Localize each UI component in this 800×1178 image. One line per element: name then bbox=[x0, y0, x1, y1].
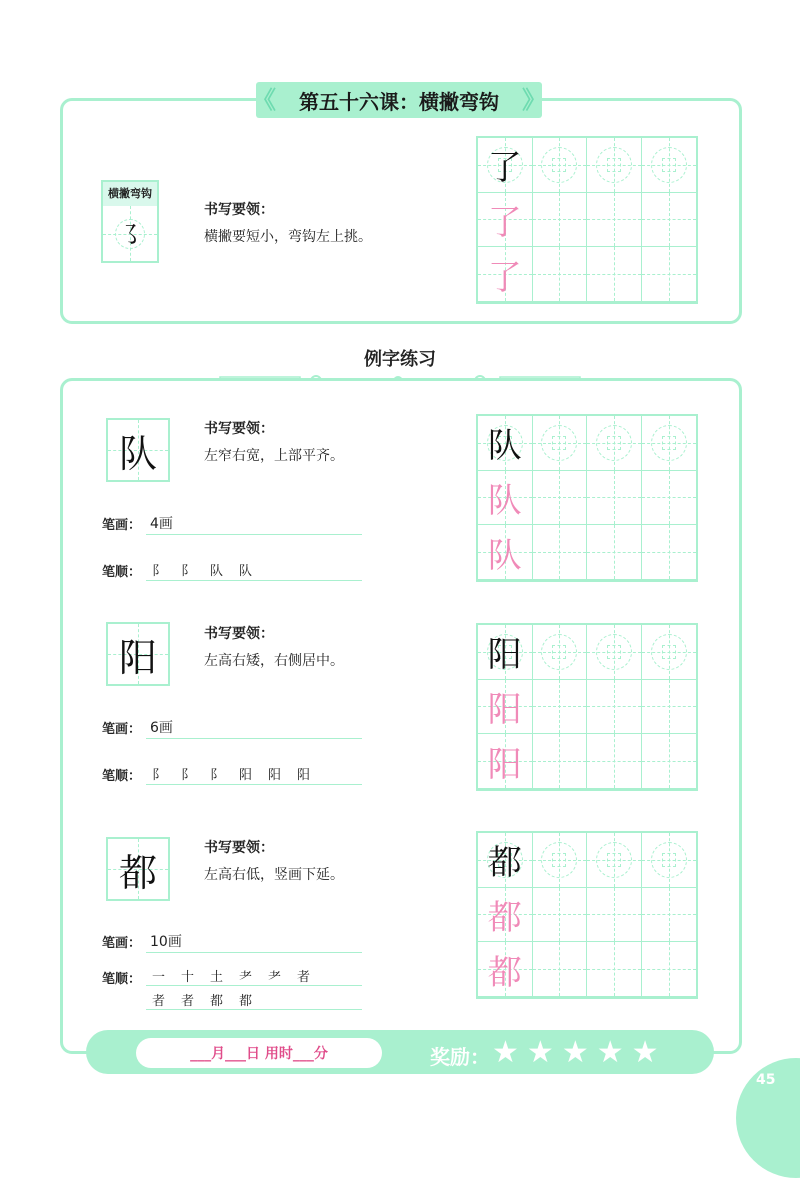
stroke-order-label: 笔顺： bbox=[102, 972, 142, 987]
trace-char: 了 bbox=[487, 257, 522, 298]
grid-cell bbox=[587, 680, 642, 735]
grid-cell bbox=[533, 734, 588, 789]
stroke-step: 阝 bbox=[210, 768, 224, 783]
grid-cell bbox=[642, 471, 697, 526]
grid-cell bbox=[642, 625, 697, 680]
example-char: 阳 bbox=[118, 635, 157, 680]
stroke-step: 一 bbox=[152, 970, 166, 985]
stroke-count-label: 笔画： bbox=[102, 722, 142, 737]
grid-cell bbox=[478, 193, 533, 248]
trace-char: 都 bbox=[487, 952, 522, 993]
tip-text: 左窄右宽，上部平齐。 bbox=[204, 448, 344, 464]
stroke-step: 阝 bbox=[181, 564, 195, 579]
lesson-title-banner bbox=[252, 82, 546, 118]
grid-cell bbox=[642, 888, 697, 943]
trace-char: 阳 bbox=[487, 744, 522, 785]
stroke-step: 阝 bbox=[181, 768, 195, 783]
grid-cell bbox=[533, 247, 588, 302]
stroke-count: 6画 bbox=[150, 720, 173, 736]
grid-cell bbox=[587, 471, 642, 526]
grid-cell bbox=[587, 833, 642, 888]
grid-cell bbox=[587, 525, 642, 580]
stroke-step: ⻖ bbox=[152, 768, 166, 783]
grid-cell bbox=[642, 833, 697, 888]
grid-cell bbox=[642, 247, 697, 302]
grid-cell bbox=[642, 416, 697, 471]
section-title: 例字练习 bbox=[364, 349, 436, 370]
stroke-name: 横撇弯钩 bbox=[103, 182, 157, 206]
stroke-step: 耂 bbox=[239, 970, 253, 985]
trace-char: 阳 bbox=[487, 689, 522, 730]
stroke-step: 阳 bbox=[239, 768, 253, 783]
grid-cell bbox=[642, 734, 697, 789]
lesson-practice-grid bbox=[476, 136, 698, 304]
star-icon[interactable]: ★ bbox=[526, 1035, 554, 1070]
grid-cell bbox=[478, 247, 533, 302]
grid-cell bbox=[478, 734, 533, 789]
stroke-step: 队 bbox=[239, 564, 253, 579]
trace-char: 队 bbox=[487, 535, 522, 576]
grid-cell bbox=[642, 680, 697, 735]
grid-cell bbox=[478, 888, 533, 943]
stroke-count: 4画 bbox=[150, 516, 173, 532]
grid-cell bbox=[478, 138, 533, 193]
grid-cell bbox=[642, 138, 697, 193]
trace-char: 队 bbox=[487, 480, 522, 521]
stroke-order-label: 笔顺： bbox=[102, 565, 142, 580]
chevron-left-icon: 《 bbox=[252, 86, 276, 114]
grid-cell bbox=[478, 416, 533, 471]
example-char: 都 bbox=[118, 850, 157, 895]
stroke-step: 者 bbox=[297, 970, 311, 985]
example-char-box bbox=[106, 418, 170, 482]
lesson-tip-title: 书写要领： bbox=[204, 202, 274, 218]
trace-char: 都 bbox=[487, 897, 522, 938]
practice-grid bbox=[476, 831, 698, 999]
example-char-box bbox=[106, 837, 170, 901]
stroke-step: 阳 bbox=[268, 768, 282, 783]
grid-cell bbox=[478, 833, 533, 888]
practice-grid bbox=[476, 623, 698, 791]
stroke-step: 十 bbox=[181, 970, 195, 985]
grid-cell bbox=[587, 888, 642, 943]
grid-cell bbox=[587, 193, 642, 248]
grid-cell bbox=[533, 416, 588, 471]
grid-cell bbox=[533, 525, 588, 580]
stroke-order-label: 笔顺： bbox=[102, 769, 142, 784]
reward-stars bbox=[492, 1036, 659, 1070]
stroke-card bbox=[101, 180, 159, 263]
model-char: 队 bbox=[487, 426, 522, 467]
grid-cell bbox=[642, 525, 697, 580]
grid-cell bbox=[533, 888, 588, 943]
stroke-order bbox=[152, 764, 326, 783]
tip-text: 左高右低，竖画下延。 bbox=[204, 867, 344, 883]
grid-cell bbox=[533, 833, 588, 888]
stroke-step: 者 bbox=[181, 994, 195, 1009]
grid-cell bbox=[587, 138, 642, 193]
stroke-order bbox=[152, 560, 268, 579]
stroke-step: 队 bbox=[210, 564, 224, 579]
grid-cell bbox=[533, 942, 588, 997]
tip-text: 左高右矮，右侧居中。 bbox=[204, 653, 344, 669]
example-char-box bbox=[106, 622, 170, 686]
grid-cell bbox=[478, 942, 533, 997]
stroke-count-label: 笔画： bbox=[102, 518, 142, 533]
stroke-step: ⻖ bbox=[152, 564, 166, 579]
grid-cell bbox=[478, 471, 533, 526]
star-icon[interactable]: ★ bbox=[631, 1035, 659, 1070]
grid-cell bbox=[478, 680, 533, 735]
grid-cell bbox=[533, 471, 588, 526]
star-icon[interactable]: ★ bbox=[596, 1035, 624, 1070]
stroke-count: 10画 bbox=[150, 934, 182, 950]
grid-cell bbox=[587, 625, 642, 680]
tip-title: 书写要领： bbox=[204, 421, 274, 437]
practice-grid bbox=[476, 414, 698, 582]
lesson-title: 第五十六课：横撇弯钩 bbox=[299, 89, 499, 114]
stroke-step: 者 bbox=[152, 994, 166, 1009]
reward-label: 奖励： bbox=[430, 1045, 490, 1069]
grid-cell bbox=[587, 416, 642, 471]
stroke-step: 土 bbox=[210, 970, 224, 985]
stroke-step: 耂 bbox=[268, 970, 282, 985]
stroke-step: 都 bbox=[239, 994, 253, 1009]
grid-cell bbox=[478, 625, 533, 680]
page-number-badge bbox=[736, 1058, 800, 1178]
model-char: 阳 bbox=[487, 635, 522, 676]
grid-cell bbox=[533, 138, 588, 193]
stroke-order bbox=[152, 966, 326, 985]
stroke-glyph: ㇌ bbox=[116, 221, 143, 251]
trace-char: 了 bbox=[487, 202, 522, 243]
grid-cell bbox=[642, 942, 697, 997]
tip-title: 书写要领： bbox=[204, 626, 274, 642]
stroke-count-label: 笔画： bbox=[102, 936, 142, 951]
grid-cell bbox=[533, 193, 588, 248]
model-char: 都 bbox=[487, 843, 522, 884]
star-icon[interactable]: ★ bbox=[561, 1035, 589, 1070]
grid-cell bbox=[533, 625, 588, 680]
grid-cell bbox=[587, 942, 642, 997]
chevron-right-icon: 》 bbox=[522, 86, 546, 114]
tip-title: 书写要领： bbox=[204, 840, 274, 856]
stroke-step: 都 bbox=[210, 994, 224, 1009]
example-char: 队 bbox=[118, 431, 157, 476]
grid-cell bbox=[587, 247, 642, 302]
lesson-tip-text: 横撇要短小，弯钩左上挑。 bbox=[204, 229, 372, 245]
stroke-step: 阳 bbox=[297, 768, 311, 783]
date-time-field[interactable]: ___月___日 用时___分 bbox=[136, 1038, 382, 1068]
grid-cell bbox=[478, 525, 533, 580]
star-icon[interactable]: ★ bbox=[492, 1035, 519, 1070]
grid-cell bbox=[587, 734, 642, 789]
stroke-order-line2 bbox=[152, 990, 268, 1009]
grid-cell bbox=[642, 193, 697, 248]
grid-cell bbox=[533, 680, 588, 735]
model-char: 了 bbox=[487, 148, 522, 189]
stroke-glyph-cell bbox=[103, 206, 157, 261]
page-number: 45 bbox=[756, 1072, 776, 1088]
